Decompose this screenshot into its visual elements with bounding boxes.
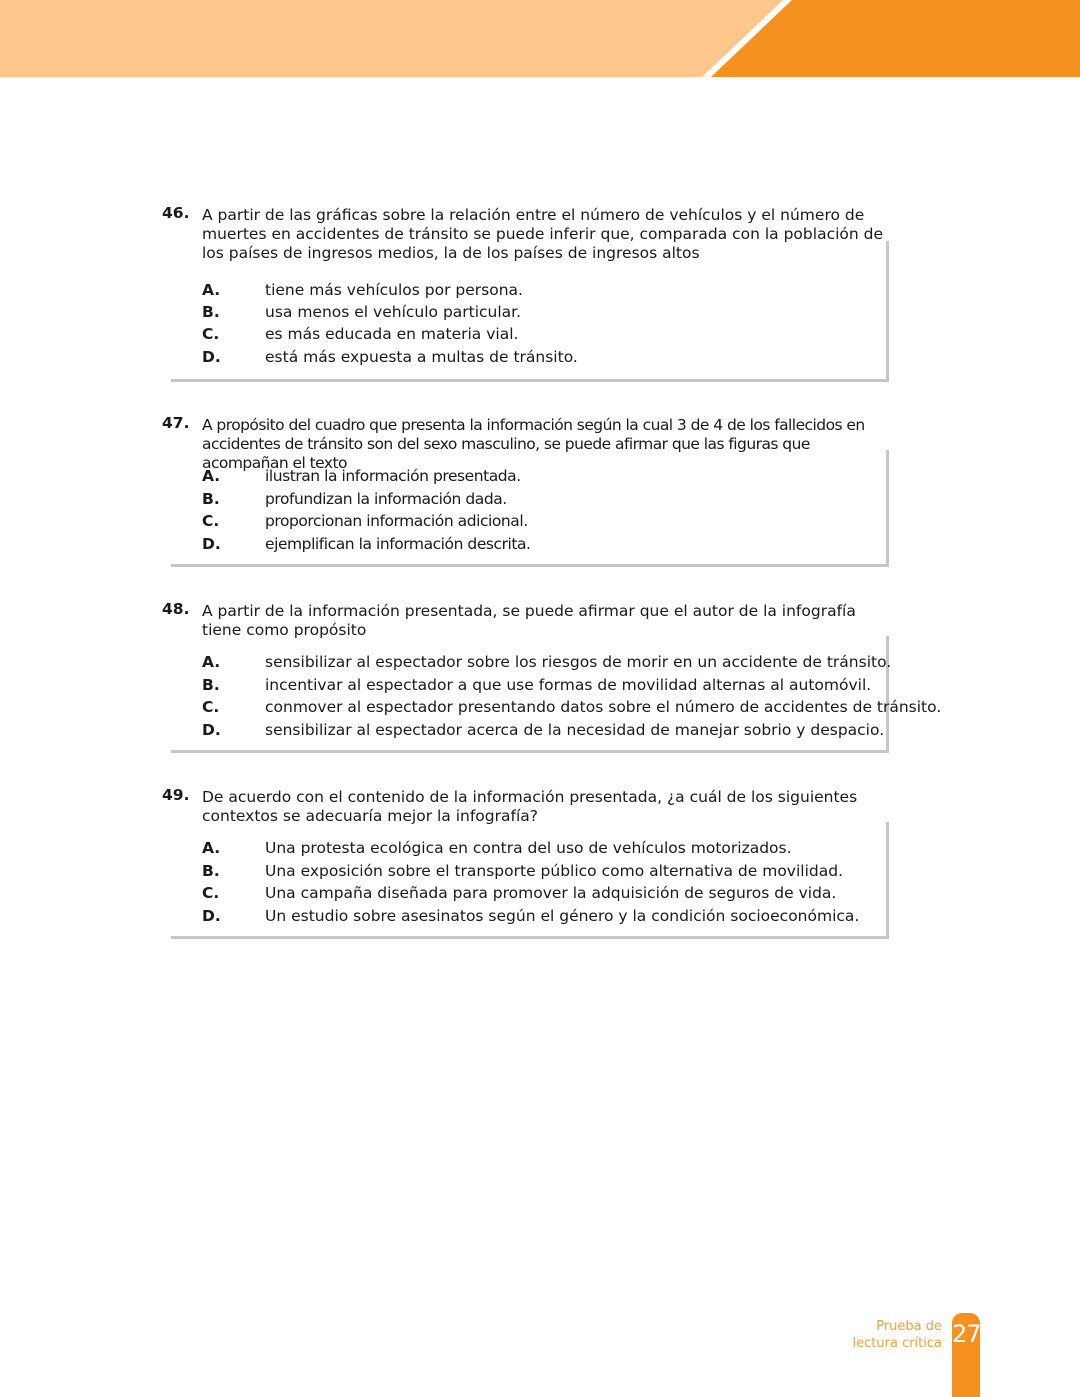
option-text: incentivar al espectador a que use formas de movilidad alternas al automóvil. (265, 676, 872, 694)
option-text: es más educada en materia vial. (265, 325, 519, 343)
option-letter: D. (202, 535, 221, 553)
option-text: está más expuesta a multas de tránsito. (265, 348, 578, 366)
option-text: sensibilizar al espectador acerca de la necesidad de manejar sobrio y despacio. (265, 721, 885, 739)
option-letter: C. (202, 325, 220, 343)
options-box (171, 636, 942, 753)
options-box (171, 241, 889, 382)
option-text: Un estudio sobre asesinatos según el género y la condición socioeconómica. (265, 907, 860, 925)
page-number: 27 (952, 1320, 981, 1348)
option-letter: C. (202, 884, 220, 902)
option-text: proporcionan información adicional. (265, 512, 528, 530)
footer-label-line2: lectura crítica (852, 1336, 942, 1351)
option-text: profundizan la información dada. (265, 490, 507, 508)
option-text: Una exposición sobre el transporte público como alternativa de movilidad. (265, 862, 844, 880)
footer-section-label (853, 1318, 942, 1352)
header-band (0, 0, 1080, 77)
option-text: sensibilizar al espectador sobre los riesgos de morir en un accidente de tránsito. (265, 653, 892, 671)
question-number: 48. (162, 600, 190, 618)
question-number: 49. (162, 786, 190, 804)
page-number-tab (952, 1313, 980, 1397)
footer-label-line1: Prueba de (876, 1319, 942, 1334)
option-letter: D. (202, 721, 221, 739)
option-letter: D. (202, 348, 221, 366)
option-letter: C. (202, 512, 220, 530)
question-stem: A propósito del cuadro que presenta la información según la cual 3 de 4 de los fallecidos en accidentes de tránsito son del sexo masculino, se puede afirmar que las figuras que acompañan el texto (202, 416, 865, 472)
option-text: Una campaña diseñada para promover la adquisición de seguros de vida. (265, 884, 837, 902)
question-number: 47. (162, 414, 190, 432)
option-letter: C. (202, 698, 220, 716)
options-box (171, 822, 889, 939)
option-letter: B. (202, 303, 220, 321)
question-stem: A partir de las gráficas sobre la relación entre el número de vehículos y el número de muertes en accidentes de tránsito se puede inferir que, comparada con la población de los países de ingresos medios, la de los países de ingresos altos (202, 206, 884, 262)
option-text: usa menos el vehículo particular. (265, 303, 522, 321)
option-text: conmover al espectador presentando datos sobre el número de accidentes de tránsito. (265, 698, 942, 716)
option-text: ejemplifican la información descrita. (265, 535, 531, 553)
option-letter: B. (202, 490, 220, 508)
options-box (171, 450, 889, 567)
question-stem: De acuerdo con el contenido de la información presentada, ¿a cuál de los siguientes contextos se adecuaría mejor la infografía? (202, 788, 858, 825)
option-text: Una protesta ecológica en contra del uso de vehículos motorizados. (265, 839, 792, 857)
option-text: tiene más vehículos por persona. (265, 281, 523, 299)
option-letter: A. (202, 281, 221, 299)
question-stem: A partir de la información presentada, se puede afirmar que el autor de la infografía tiene como propósito (202, 602, 856, 639)
option-letter: B. (202, 862, 220, 880)
option-text: ilustran la información presentada. (265, 467, 521, 485)
header-graphic (0, 0, 1080, 77)
option-letter: A. (202, 653, 221, 671)
option-letter: D. (202, 907, 221, 925)
option-letter: A. (202, 467, 221, 485)
option-letter: A. (202, 839, 221, 857)
option-letter: B. (202, 676, 220, 694)
question-number: 46. (162, 204, 190, 222)
